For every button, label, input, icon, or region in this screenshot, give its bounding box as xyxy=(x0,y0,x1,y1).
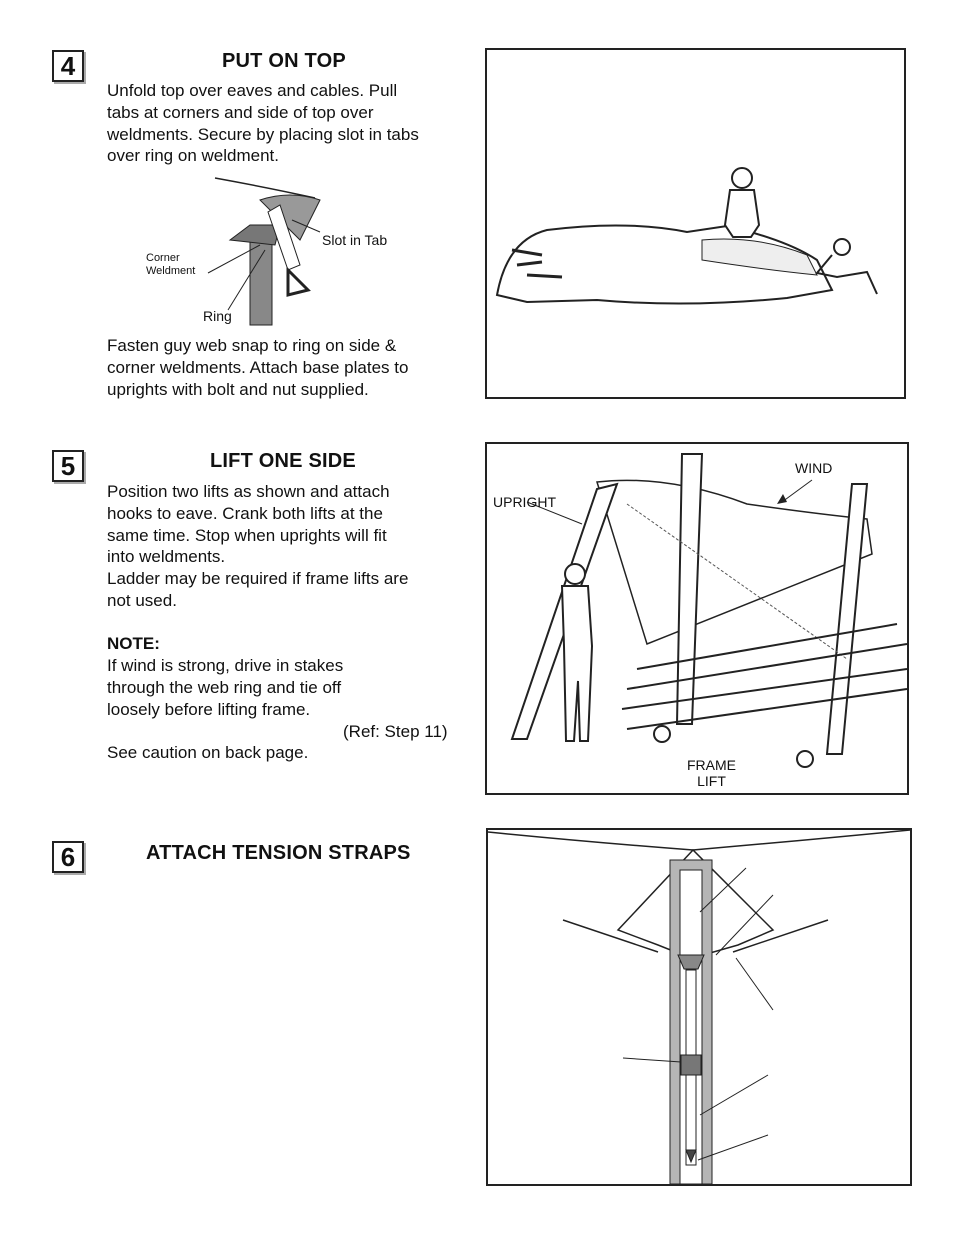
note-text: If wind is strong, drive in stakes through the web ring and tie off loosely before lifting frame. xyxy=(107,656,344,719)
put-on-top-illustration xyxy=(485,48,906,399)
ring-label: Ring xyxy=(203,308,232,324)
corner-weldment-label: Corner Weldment xyxy=(146,252,196,277)
wind-label: WIND xyxy=(795,460,833,476)
step-5-title: LIFT ONE SIDE xyxy=(210,450,356,472)
reference-step-11: (Ref: Step 11) xyxy=(343,722,448,741)
step-5-number: 5 xyxy=(52,450,84,482)
upright-label: UPRIGHT xyxy=(493,494,556,510)
step-4-fasten-text: Fasten guy web snap to ring on side & corner weldments. Attach base plates to uprights with bolt and nut supplied. xyxy=(107,336,409,399)
step-4-number: 4 xyxy=(52,50,84,82)
slot-in-tab-label: Slot in Tab xyxy=(322,232,388,248)
tension-strap-illustration xyxy=(486,828,912,1186)
step-6-number: 6 xyxy=(52,841,84,873)
frame-lift-label: FRAME LIFT xyxy=(687,757,736,789)
step-4-title: PUT ON TOP xyxy=(222,50,346,72)
step-4-instructions: Unfold top over eaves and cables. Pull tabs at corners and side of top over weldments. Secure by placing slot in tabs over ring on weldment. xyxy=(107,81,419,166)
lift-one-side-illustration xyxy=(485,442,909,795)
step-6-title: ATTACH TENSION STRAPS xyxy=(146,842,411,864)
caution-note: See caution on back page. xyxy=(107,743,309,762)
note-heading: NOTE: xyxy=(107,634,160,653)
step-5-instructions: Position two lifts as shown and attach hooks to eave. Crank both lifts at the same time. Stop when uprights will fit into weldments. Ladder may be required if frame lifts are not used. xyxy=(107,482,409,610)
corner-weldment-diagram xyxy=(140,170,400,330)
